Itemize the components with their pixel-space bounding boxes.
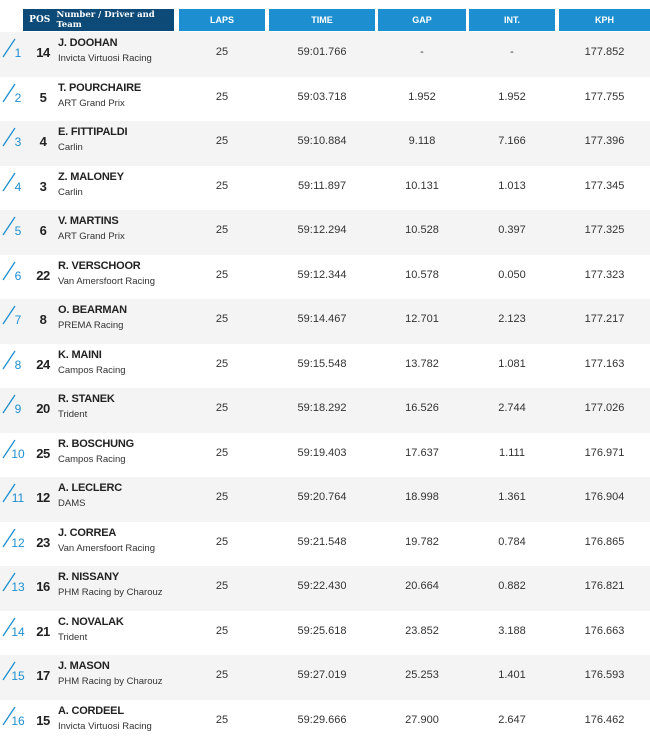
kph-value: 177.163: [584, 357, 625, 370]
car-number: 14: [36, 45, 50, 60]
position: 1: [14, 46, 22, 60]
driver-name[interactable]: A. LECLERC: [58, 482, 123, 494]
position: 11: [11, 491, 25, 505]
driver-name[interactable]: V. MARTINS: [58, 215, 119, 227]
time-value: 59:19.403: [297, 446, 347, 459]
position: 6: [14, 268, 22, 283]
driver-name[interactable]: R. STANEK: [58, 393, 115, 405]
time-value: 59:20.764: [297, 491, 347, 503]
position: 14: [11, 624, 25, 639]
interval-value: 7.166: [498, 135, 526, 147]
laps-value: 25: [215, 313, 229, 325]
header-number-driver-team: Number / Driver and Team: [56, 10, 155, 30]
laps-value: 25: [215, 535, 229, 548]
driver-name[interactable]: J. DOOHAN: [58, 37, 118, 49]
time-value: 59:18.292: [297, 402, 347, 414]
laps-value: 25: [215, 713, 229, 726]
driver-name[interactable]: R. NISSANY: [58, 571, 119, 583]
kph-value: 177.396: [584, 135, 625, 147]
kph-value: 177.323: [584, 268, 625, 281]
driver-name[interactable]: Z. MALONEY: [58, 170, 124, 183]
gap-value: 17.637: [405, 446, 439, 459]
interval-value: 1.013: [498, 179, 526, 192]
car-number: 22: [36, 267, 50, 283]
kph-value: 177.852: [584, 46, 625, 58]
laps-value: 25: [215, 402, 229, 414]
interval-value: 2.123: [498, 313, 526, 325]
kph-value: 177.217: [584, 313, 625, 325]
car-number: 20: [36, 401, 50, 416]
driver-name[interactable]: R. BOSCHUNG: [58, 437, 135, 450]
laps-value: 25: [215, 268, 229, 281]
car-number: 21: [36, 623, 50, 639]
car-number: 24: [36, 356, 50, 372]
car-number: 5: [39, 89, 47, 105]
interval-value: 0.050: [498, 268, 526, 281]
position: 12: [11, 535, 25, 550]
table-row[interactable]: [0, 77, 650, 122]
kph-value: 177.325: [584, 224, 625, 236]
team-name: Van Amersfoort Racing: [58, 275, 155, 287]
driver-name[interactable]: E. FITTIPALDI: [58, 126, 128, 138]
driver-name[interactable]: T. POURCHAIRE: [58, 81, 141, 94]
header-laps: LAPS: [179, 9, 265, 31]
laps-value: 25: [215, 224, 229, 236]
time-value: 59:22.430: [297, 580, 347, 592]
driver-name[interactable]: C. NOVALAK: [58, 615, 124, 628]
position: 13: [11, 580, 25, 594]
laps-value: 25: [215, 357, 229, 370]
team-name: Campos Racing: [58, 364, 126, 376]
kph-value: 176.663: [584, 624, 625, 637]
car-number: 8: [39, 312, 47, 327]
time-value: 59:25.618: [297, 624, 347, 637]
table-row[interactable]: [0, 210, 650, 255]
gap-value: 20.664: [405, 580, 439, 592]
team-name: Carlin: [58, 142, 83, 153]
team-name: Invicta Virtuosi Racing: [58, 720, 152, 732]
position: 8: [14, 357, 22, 372]
position: 10: [11, 446, 25, 461]
team-name: Trident: [58, 409, 88, 420]
position: 15: [11, 669, 25, 683]
kph-value: 176.865: [584, 535, 625, 548]
table-row[interactable]: [0, 566, 650, 611]
car-number: 12: [36, 490, 50, 505]
team-name: Trident: [58, 631, 88, 643]
interval-value: 0.784: [498, 535, 526, 548]
interval-value: 1.361: [498, 491, 526, 503]
position: 16: [11, 713, 25, 728]
time-value: 59:14.467: [297, 313, 347, 325]
time-value: 59:12.294: [297, 224, 347, 236]
gap-value: 19.782: [405, 535, 439, 548]
kph-value: 177.345: [584, 179, 625, 192]
team-name: Carlin: [58, 186, 83, 198]
car-number: 25: [36, 445, 50, 461]
interval-value: 1.401: [498, 669, 526, 681]
table-row[interactable]: [0, 655, 650, 700]
table-header: [0, 0, 650, 32]
gap-value: 10.578: [405, 268, 439, 281]
table-body: [0, 32, 650, 744]
driver-name[interactable]: J. CORREA: [58, 526, 117, 539]
car-number: 16: [36, 579, 50, 594]
team-name: Campos Racing: [58, 453, 126, 465]
table-row[interactable]: [0, 299, 650, 344]
table-row[interactable]: [0, 700, 650, 745]
car-number: 6: [39, 223, 47, 238]
position: 2: [14, 90, 22, 105]
team-name: PREMA Racing: [58, 320, 124, 331]
header-time: TIME: [269, 9, 375, 31]
laps-value: 25: [215, 669, 229, 681]
gap-value: 1.952: [408, 90, 436, 103]
gap-value: 18.998: [405, 491, 439, 503]
driver-name[interactable]: O. BEARMAN: [58, 304, 127, 316]
gap-value: 27.900: [405, 713, 439, 726]
team-name: Van Amersfoort Racing: [58, 542, 155, 554]
kph-value: 176.821: [584, 580, 625, 592]
kph-value: 176.971: [584, 446, 625, 459]
gap-value: 25.253: [405, 669, 439, 681]
team-name: DAMS: [58, 498, 86, 509]
time-value: 59:15.548: [297, 357, 347, 370]
kph-value: 177.755: [584, 90, 625, 103]
gap-value: 10.528: [405, 224, 439, 236]
header-pos-driver: [23, 9, 174, 31]
interval-value: 1.111: [499, 446, 525, 459]
driver-name[interactable]: A. CORDEEL: [58, 704, 124, 717]
interval-value: 0.882: [498, 580, 526, 592]
position: 5: [14, 224, 22, 238]
position: 4: [14, 179, 22, 194]
gap-value: 13.782: [405, 357, 439, 370]
driver-name[interactable]: J. MASON: [58, 660, 110, 672]
car-number: 17: [36, 668, 50, 683]
gap-value: -: [420, 46, 424, 58]
position: 9: [14, 402, 22, 416]
car-number: 3: [39, 178, 47, 194]
gap-value: 23.852: [405, 624, 439, 637]
gap-value: 9.118: [408, 135, 436, 147]
interval-value: 2.647: [498, 713, 526, 726]
table-row[interactable]: [0, 344, 650, 389]
time-value: 59:11.897: [297, 179, 347, 192]
time-value: 59:01.766: [297, 46, 347, 58]
position: 7: [14, 313, 22, 327]
laps-value: 25: [215, 90, 229, 103]
gap-value: 12.701: [405, 313, 439, 325]
team-name: ART Grand Prix: [58, 97, 125, 109]
laps-value: 25: [215, 624, 229, 637]
laps-value: 25: [215, 580, 229, 592]
header-gap: GAP: [378, 9, 466, 31]
kph-value: 177.026: [584, 402, 625, 414]
car-number: 15: [36, 712, 50, 728]
car-number: 4: [39, 134, 47, 149]
table-row[interactable]: [0, 433, 650, 478]
interval-value: 1.952: [498, 90, 526, 103]
table-row[interactable]: [0, 477, 650, 522]
driver-name[interactable]: K. MAINI: [58, 348, 102, 361]
laps-value: 25: [215, 46, 229, 58]
header-pos: POS: [29, 15, 51, 25]
team-name: PHM Racing by Charouz: [58, 587, 163, 598]
kph-value: 176.904: [584, 491, 625, 503]
time-value: 59:12.344: [297, 268, 347, 281]
time-value: 59:27.019: [297, 669, 347, 681]
table-row[interactable]: [0, 166, 650, 211]
interval-value: 3.188: [498, 624, 526, 637]
driver-name[interactable]: R. VERSCHOOR: [58, 259, 141, 272]
laps-value: 25: [215, 179, 229, 192]
team-name: PHM Racing by Charouz: [58, 676, 163, 687]
interval-value: 1.081: [498, 357, 526, 370]
time-value: 59:21.548: [297, 535, 347, 548]
interval-value: 2.744: [498, 402, 526, 414]
table-row[interactable]: [0, 611, 650, 656]
car-number: 23: [36, 534, 50, 550]
time-value: 59:29.666: [297, 713, 347, 726]
laps-value: 25: [215, 446, 229, 459]
interval-value: -: [510, 46, 514, 58]
table-row[interactable]: [0, 32, 650, 77]
gap-value: 10.131: [405, 179, 439, 192]
position: 3: [14, 135, 22, 149]
laps-value: 25: [215, 491, 229, 503]
time-value: 59:10.884: [297, 135, 347, 147]
interval-value: 0.397: [498, 224, 526, 236]
header-int: INT.: [469, 9, 555, 31]
kph-value: 176.593: [584, 669, 625, 681]
team-name: ART Grand Prix: [58, 231, 125, 242]
table-row[interactable]: [0, 522, 650, 567]
table-row[interactable]: [0, 255, 650, 300]
team-name: Invicta Virtuosi Racing: [58, 53, 152, 64]
gap-value: 16.526: [405, 402, 439, 414]
time-value: 59:03.718: [297, 90, 347, 103]
table-row[interactable]: [0, 121, 650, 166]
header-kph: KPH: [559, 9, 650, 31]
laps-value: 25: [215, 135, 229, 147]
kph-value: 176.462: [584, 713, 625, 726]
table-row[interactable]: [0, 388, 650, 433]
